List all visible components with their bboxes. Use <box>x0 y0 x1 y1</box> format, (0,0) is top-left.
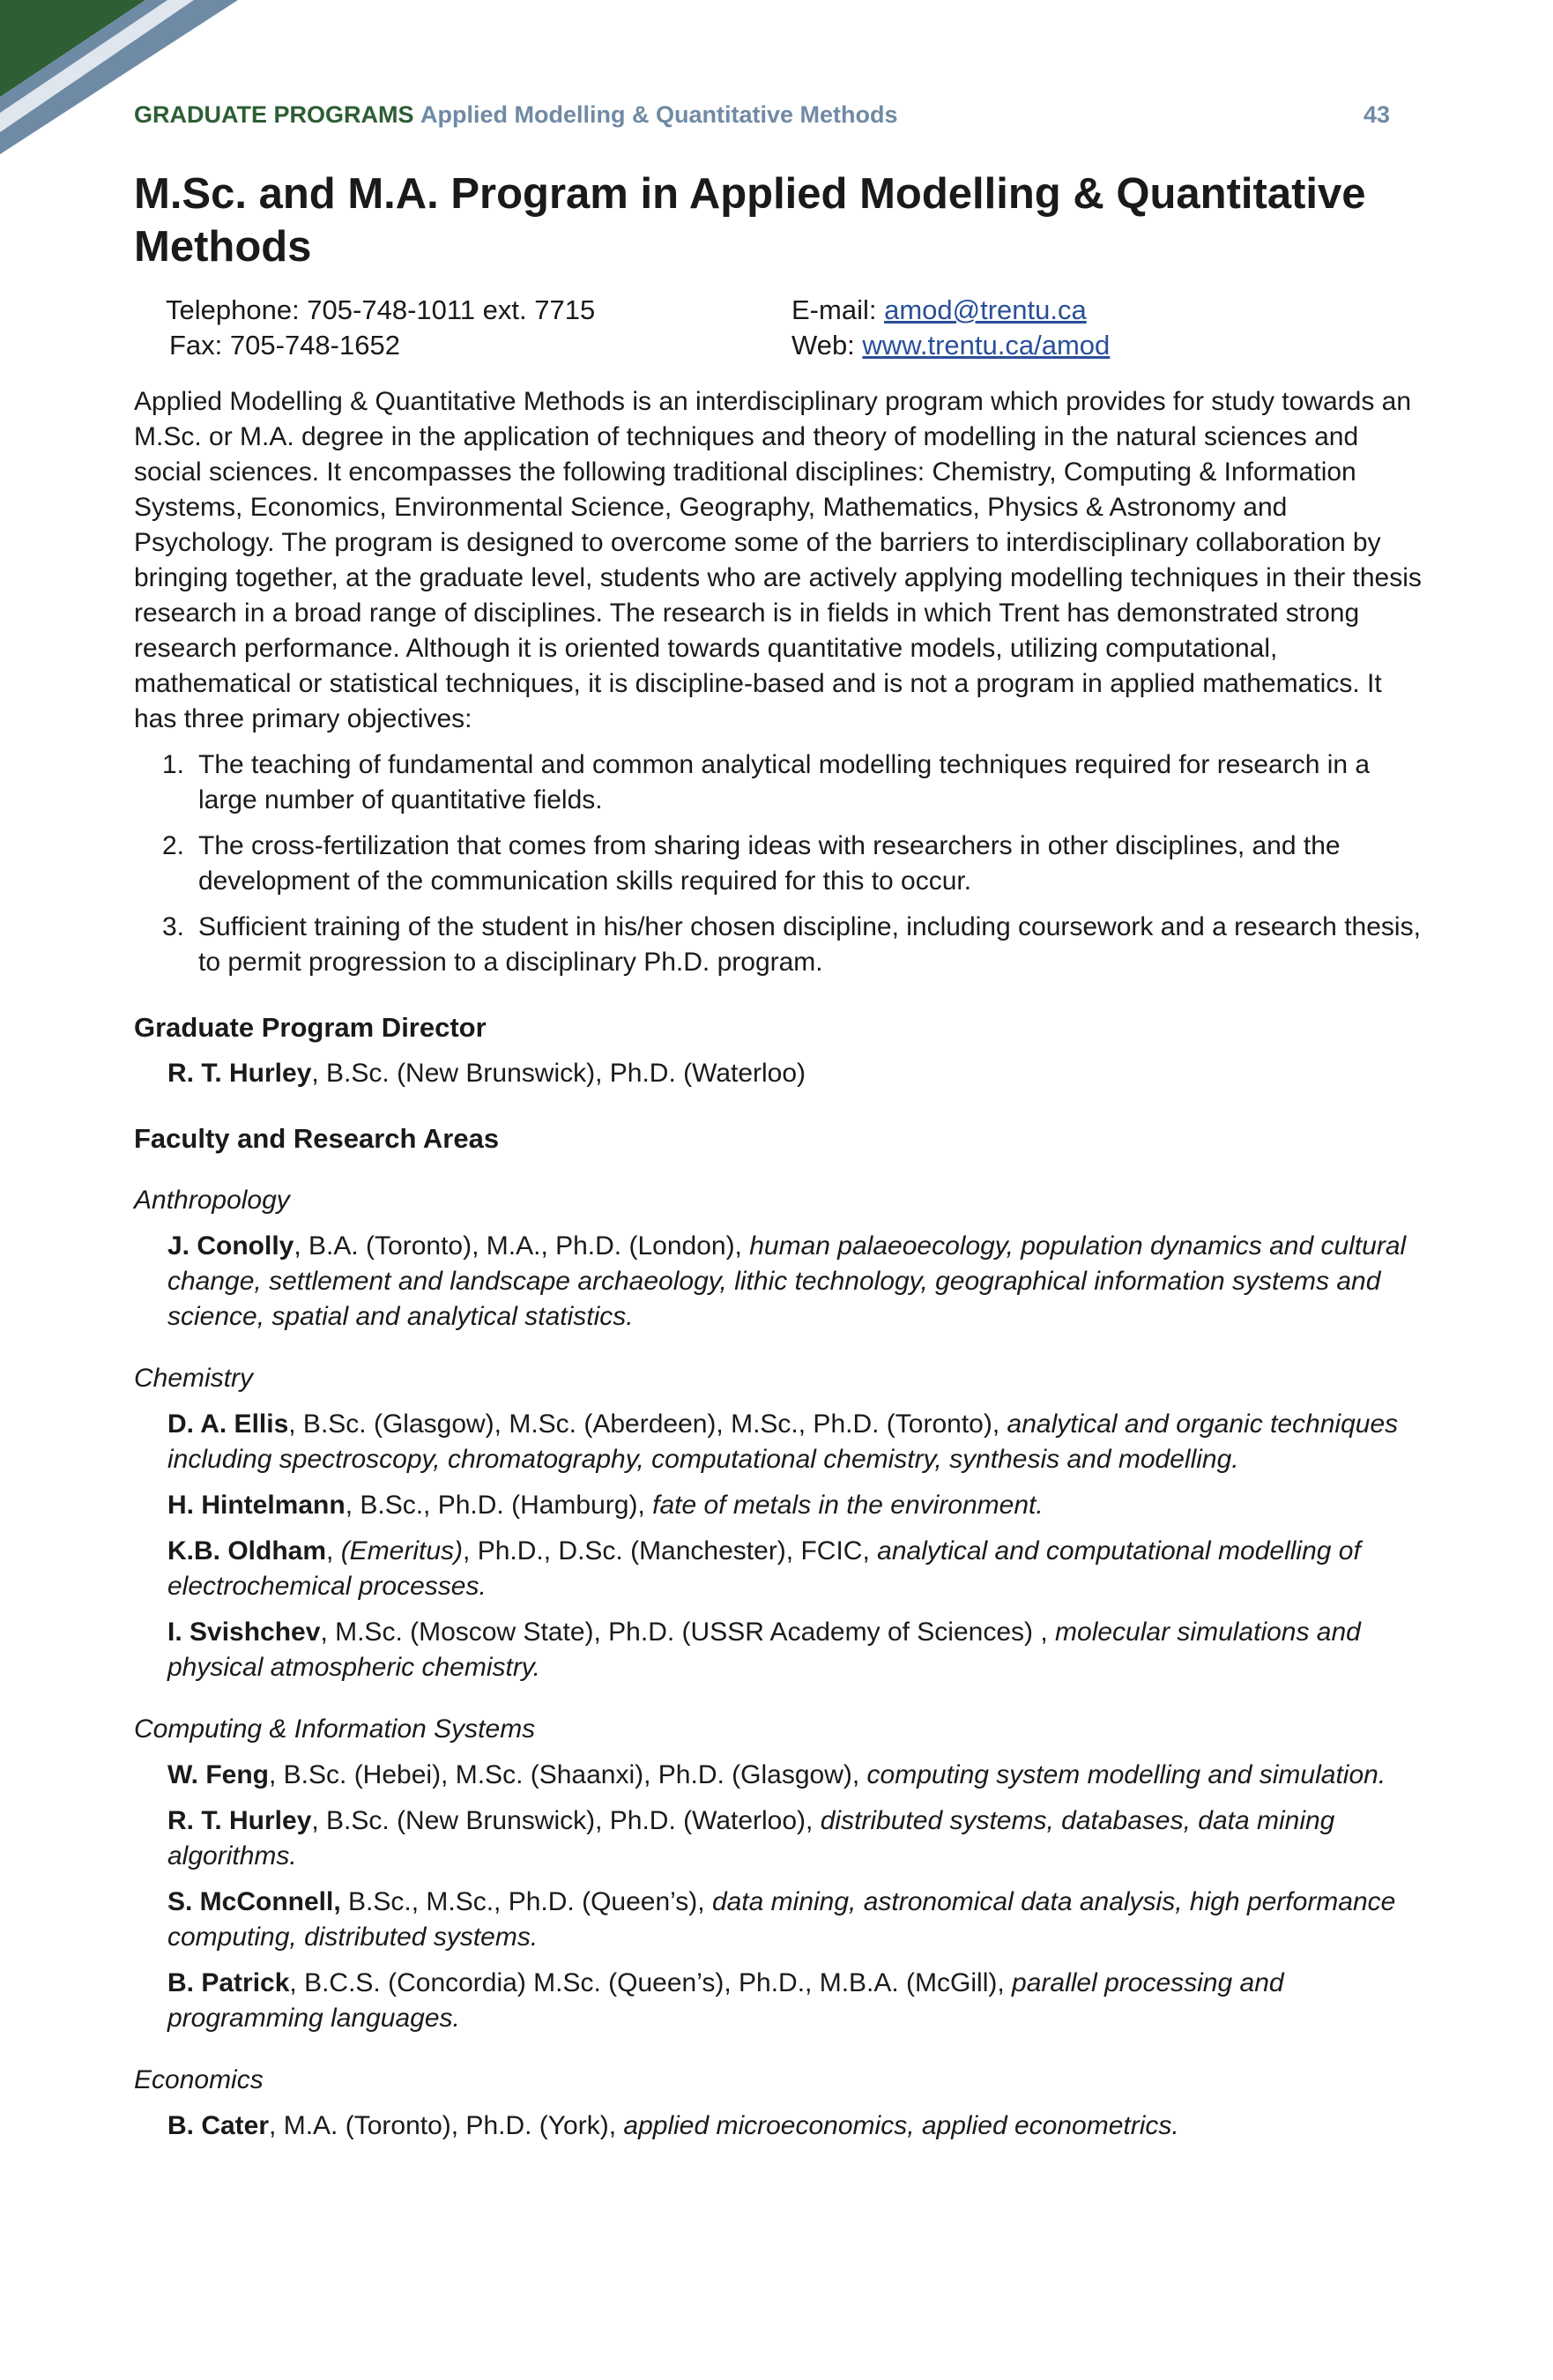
objectives-list <box>134 747 1430 980</box>
faculty-entry: W. Feng, B.Sc. (Hebei), M.Sc. (Shaanxi), Ph.D. (Glasgow), computing system modelling and simulation. <box>167 1760 1386 1789</box>
running-header <box>134 97 1430 132</box>
faculty-entry: R. T. Hurley, B.Sc. (New Brunswick), Ph.D. (Waterloo), distributed systems, databases, data mining algorithms. <box>167 1806 1335 1871</box>
page-title: M.Sc. and M.A. Program in Applied Modelling & Quantitative Methods <box>134 170 1366 271</box>
web-link[interactable]: www.trentu.ca/amod <box>862 330 1111 361</box>
discipline-economics: Economics <box>134 2065 264 2094</box>
web-line <box>791 328 1320 363</box>
intro-paragraph: Applied Modelling & Quantitative Methods is an interdisciplinary program which provides for study towards an M.Sc. or M.A. degree in the application of techniques and theory of modelling in the natural sciences and social sciences. It encompasses the following traditional disciplines: Chemistry, Computing & Information Systems, Economics, Environmental Science, Geography, Mathematics, Physics & Astronomy and Psychology. The program is designed to overcome some of the barriers to interdisciplinary collaboration by bringing together, at the graduate level, students who are actively applying modelling techniques in their thesis research in a broad range of disciplines. The research is in fields in which Trent has demonstrated strong research performance. Although it is oriented towards quantitative models, utilizing computational, mathematical or statistical techniques, it is discipline-based and is not a program in applied mathematics. It has three primary objectives: <box>134 387 1422 733</box>
page <box>134 97 1430 2144</box>
email-line <box>791 293 1320 328</box>
faculty-entry: B. Patrick, B.C.S. (Concordia) M.Sc. (Queen’s), Ph.D., M.B.A. (McGill), parallel processing and programming languages. <box>167 1968 1284 2033</box>
fax: Fax: 705-748-1652 <box>169 330 400 361</box>
discipline-computing: Computing & Information Systems <box>134 1714 536 1744</box>
web-label: Web: <box>791 330 855 361</box>
director-heading: Graduate Program Director <box>134 1012 487 1043</box>
objective-item: 2. The cross-fertilization that comes from sharing ideas with researchers in other disciplines, and the development of the communication skills required for this to occur. <box>162 831 1341 896</box>
email-link[interactable]: amod@trentu.ca <box>884 294 1087 325</box>
page-number: 43 <box>1363 101 1390 128</box>
director-entry: R. T. Hurley, B.Sc. (New Brunswick), Ph.D. (Waterloo) <box>167 1059 806 1088</box>
discipline-chemistry: Chemistry <box>134 1364 254 1393</box>
header-section: GRADUATE PROGRAMS <box>134 101 414 128</box>
faculty-entry: S. McConnell, B.Sc., M.Sc., Ph.D. (Queen’s), data mining, astronomical data analysis, high performance computing, distributed systems. <box>167 1887 1396 1952</box>
contact-block <box>166 293 1430 363</box>
faculty-heading: Faculty and Research Areas <box>134 1123 500 1154</box>
email-label: E-mail: <box>791 294 877 325</box>
faculty-entry: I. Svishchev, M.Sc. (Moscow State), Ph.D. (USSR Academy of Sciences) , molecular simulations and physical atmospheric chemistry. <box>167 1618 1361 1682</box>
faculty-entry: B. Cater, M.A. (Toronto), Ph.D. (York), applied microeconomics, applied econometrics. <box>167 2111 1179 2140</box>
objective-item: 1. The teaching of fundamental and common analytical modelling techniques required for research in a large number of quantitative fields. <box>162 750 1371 814</box>
objective-item: 3. Sufficient training of the student in his/her chosen discipline, including coursework and a research thesis, to permit progression to a disciplinary Ph.D. program. <box>162 912 1421 977</box>
faculty-entry: J. Conolly, B.A. (Toronto), M.A., Ph.D. (London), human palaeoecology, population dynamics and cultural change, settlement and landscape archaeology, lithic technology, geographical information systems and science, spatial and analytical statistics. <box>167 1231 1407 1331</box>
faculty-entry: H. Hintelmann, B.Sc., Ph.D. (Hamburg), fate of metals in the environment. <box>167 1491 1044 1520</box>
header-subtitle: Applied Modelling & Quantitative Methods <box>420 101 898 128</box>
faculty-entry: K.B. Oldham, (Emeritus), Ph.D., D.Sc. (Manchester), FCIC, analytical and computational modelling of electrochemical processes. <box>167 1536 1361 1601</box>
telephone: Telephone: 705-748-1011 ext. 7715 <box>166 294 596 325</box>
faculty-entry: D. A. Ellis, B.Sc. (Glasgow), M.Sc. (Aberdeen), M.Sc., Ph.D. (Toronto), analytical and organic techniques including spectroscopy, chromatography, computational chemistry, synthesis and modelling. <box>167 1409 1399 1474</box>
discipline-anthropology: Anthropology <box>134 1186 290 1215</box>
